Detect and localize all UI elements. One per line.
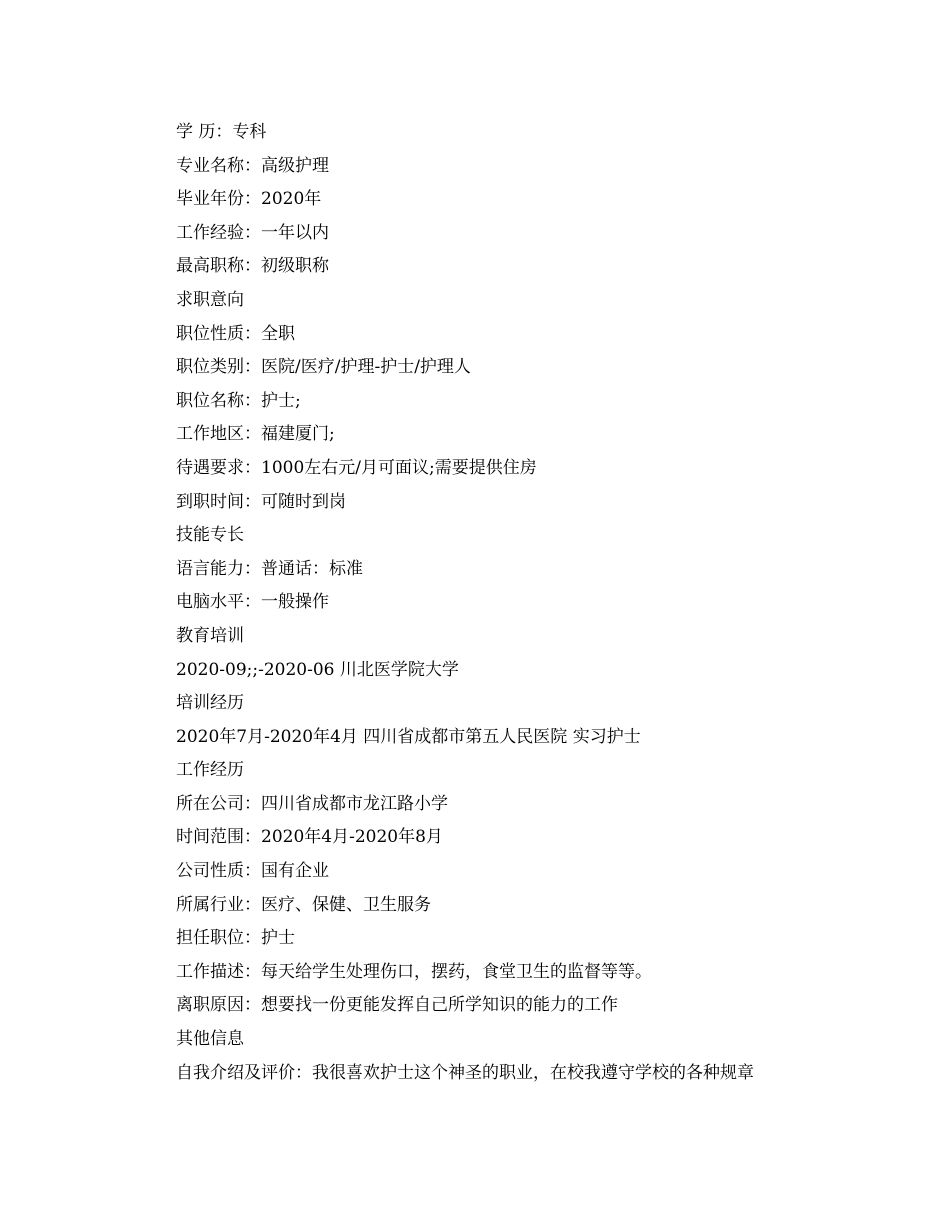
start-time: 到职时间：可随时到岗 bbox=[176, 491, 346, 512]
work-region: 工作地区：福建厦门; bbox=[176, 424, 335, 445]
graduation-year: 毕业年份：2020年 bbox=[176, 189, 322, 210]
highest-title: 最高职称：初级职称 bbox=[176, 256, 329, 277]
training-entry: 2020年7月-2020年4月 四川省成都市第五人民医院 实习护士 bbox=[176, 726, 641, 747]
section-heading-training: 培训经历 bbox=[176, 693, 244, 714]
section-heading-other-info: 其他信息 bbox=[176, 1029, 244, 1050]
job-title: 职位名称：护士; bbox=[176, 390, 301, 411]
company-name: 所在公司：四川省成都市龙江路小学 bbox=[176, 793, 448, 814]
education-level: 学 历：专科 bbox=[176, 122, 267, 142]
education-entry: 2020-09;;-2020-06 川北医学院大学 bbox=[176, 659, 459, 680]
computer-level: 电脑水平：一般操作 bbox=[176, 592, 329, 613]
language-ability: 语言能力：普通话：标准 bbox=[176, 558, 363, 579]
section-heading-job-intent: 求职意向 bbox=[176, 289, 244, 310]
leaving-reason: 离职原因：想要找一份更能发挥自己所学知识的能力的工作 bbox=[176, 995, 618, 1016]
job-nature: 职位性质：全职 bbox=[176, 323, 295, 344]
industry: 所属行业：医疗、保健、卫生服务 bbox=[176, 894, 431, 915]
salary-requirement: 待遇要求：1000左右元/月可面议;需要提供住房 bbox=[176, 457, 537, 478]
section-heading-skills: 技能专长 bbox=[176, 525, 244, 546]
document-body bbox=[176, 116, 876, 1090]
job-category: 职位类别：医院/医疗/护理-护士/护理人 bbox=[176, 357, 471, 378]
company-nature: 公司性质：国有企业 bbox=[176, 861, 329, 882]
self-introduction: 自我介绍及评价：我很喜欢护士这个神圣的职业，在校我遵守学校的各种规章 bbox=[176, 1062, 754, 1083]
section-heading-work-history: 工作经历 bbox=[176, 760, 244, 781]
time-range: 时间范围：2020年4月-2020年8月 bbox=[176, 827, 443, 848]
job-description: 工作描述：每天给学生处理伤口，摆药，食堂卫生的监督等等。 bbox=[176, 961, 652, 982]
major-name: 专业名称：高级护理 bbox=[176, 155, 329, 176]
work-experience: 工作经验：一年以内 bbox=[176, 222, 329, 243]
position-held: 担任职位：护士 bbox=[176, 928, 295, 949]
section-heading-education: 教育培训 bbox=[176, 625, 244, 646]
